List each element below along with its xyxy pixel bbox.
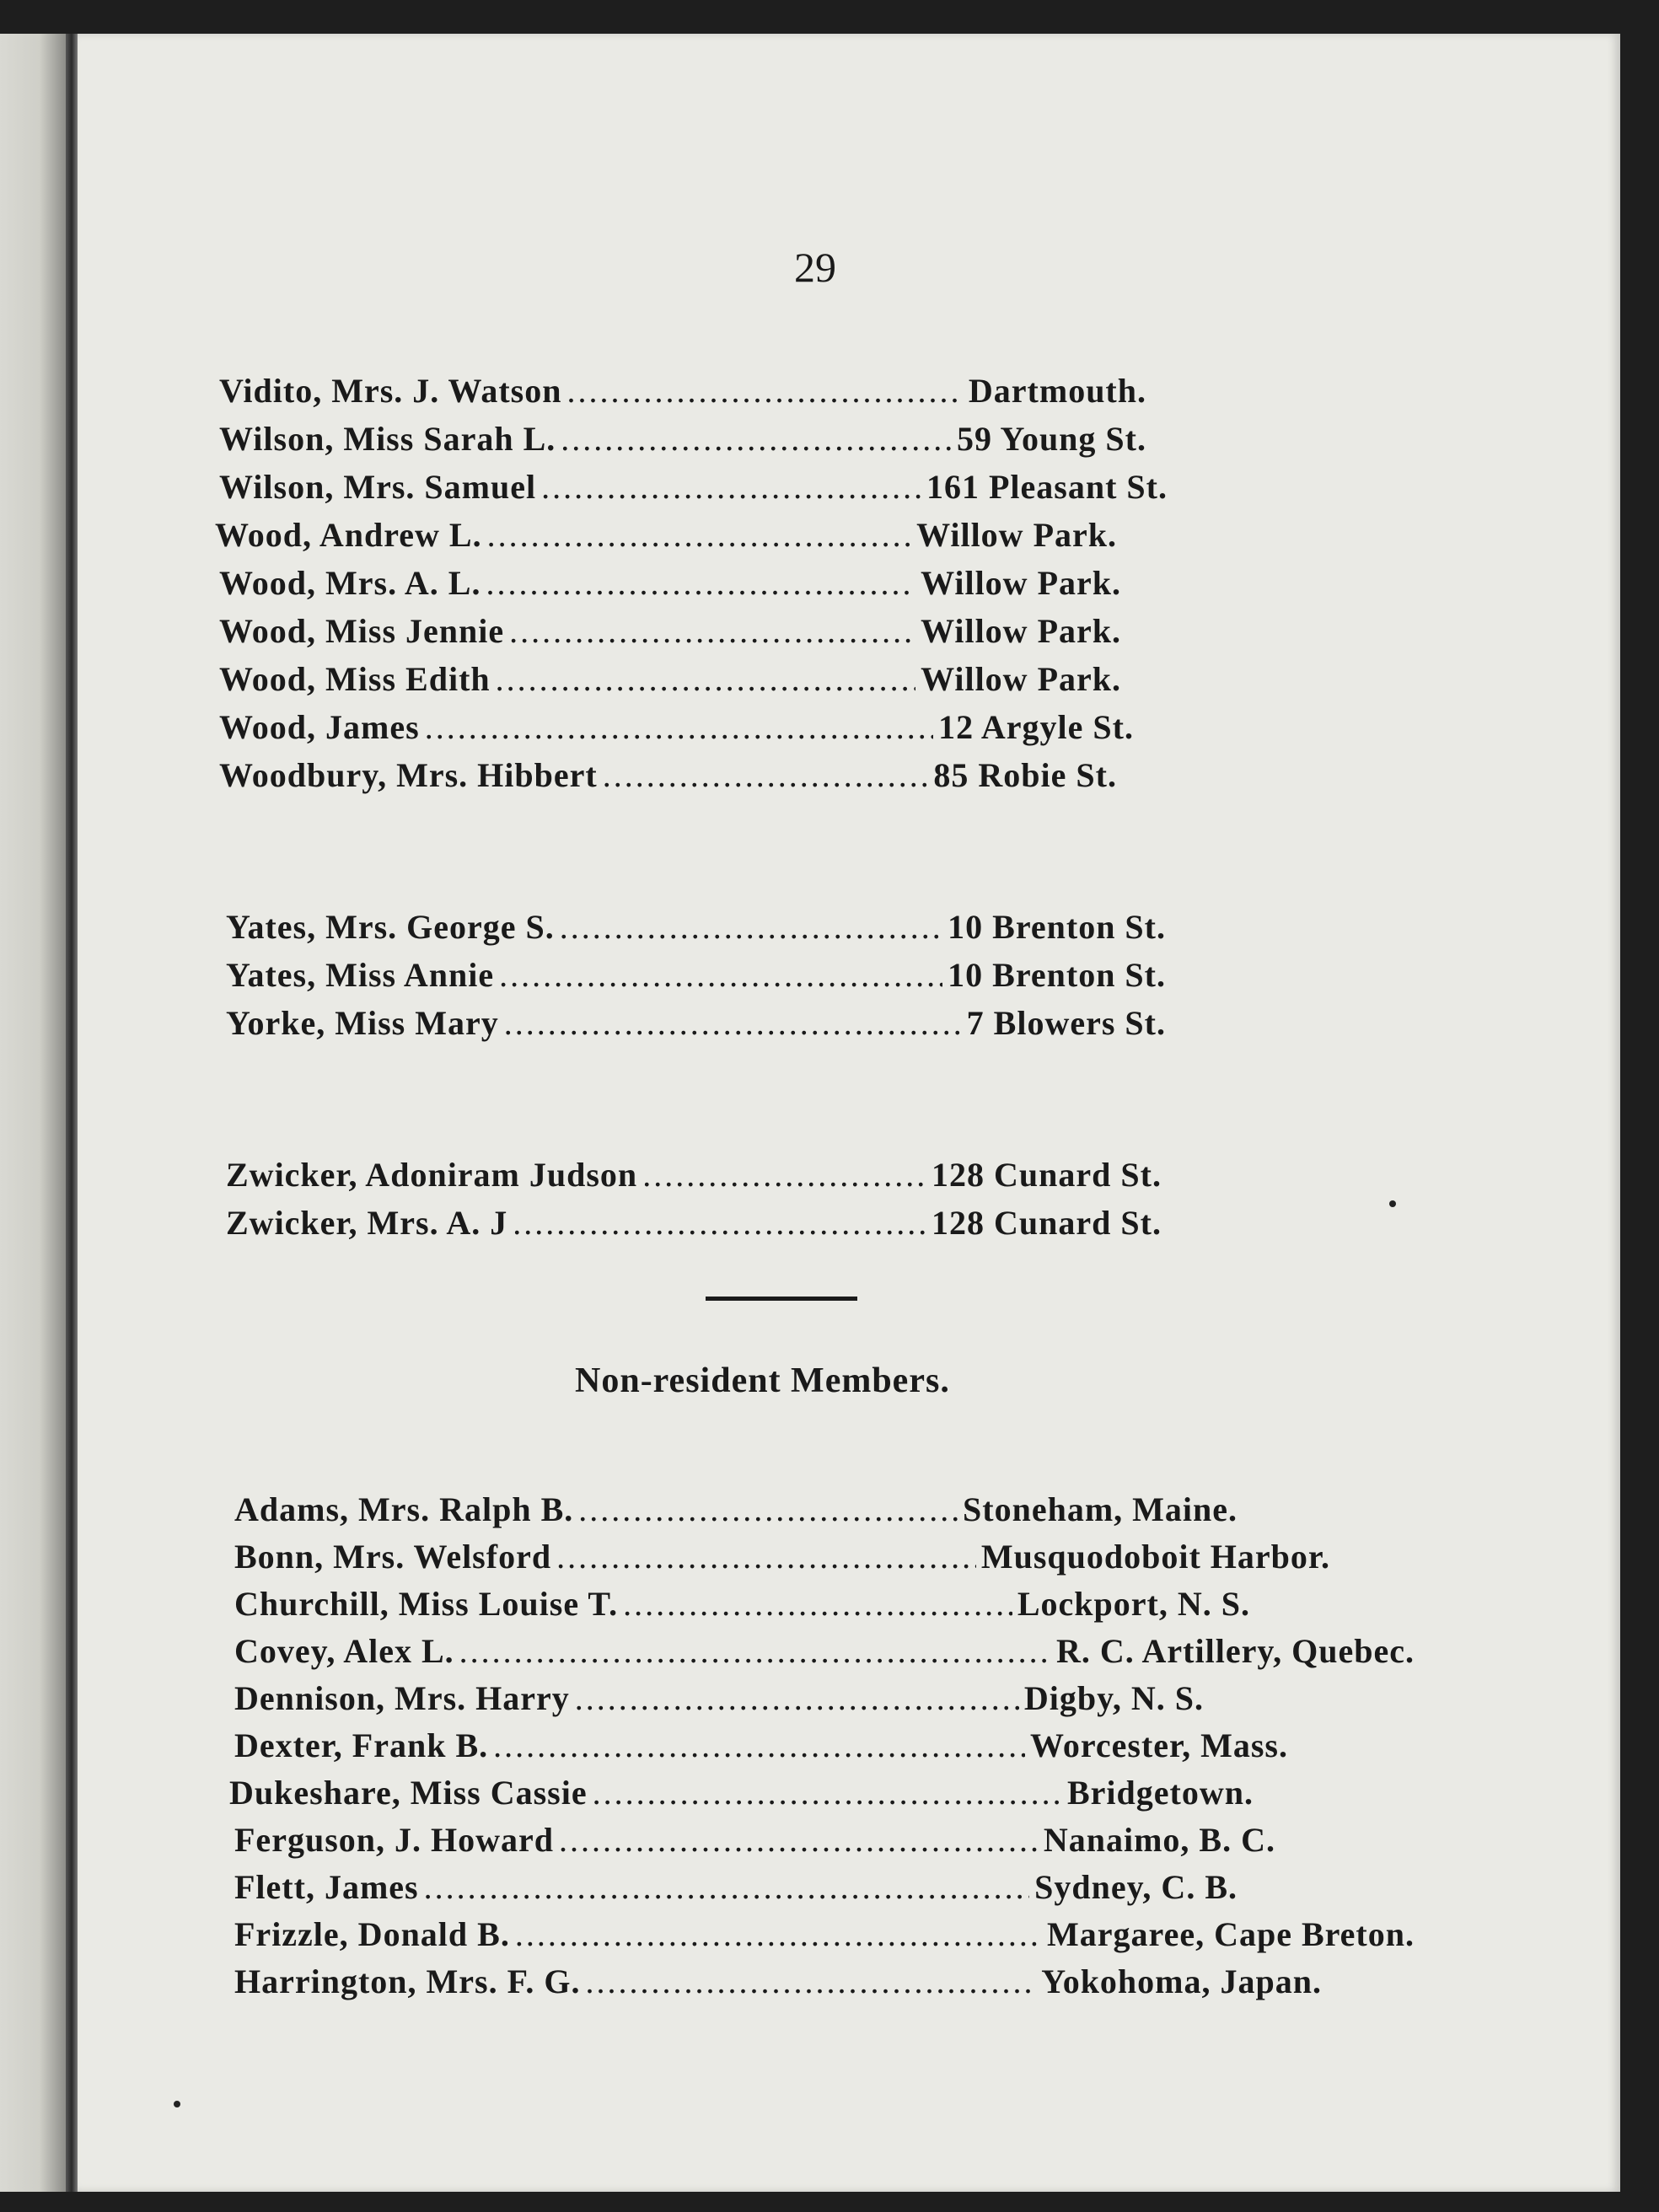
list-item	[234, 1726, 1288, 1765]
dot-leader	[556, 1537, 976, 1576]
section-heading: Non-resident Members.	[575, 1361, 950, 1400]
member-name: Wood, Mrs. A. L.	[219, 564, 481, 602]
member-name: Wood, Miss Edith	[219, 660, 491, 698]
member-name: Bonn, Mrs. Welsford	[234, 1538, 552, 1576]
member-address: Willow Park.	[916, 516, 1117, 554]
member-address: Nanaimo, B. C.	[1043, 1821, 1275, 1859]
member-address: 10 Brenton St.	[948, 956, 1166, 994]
member-address: 12 Argyle St.	[938, 708, 1134, 746]
member-name: Vidito, Mrs. J. Watson	[219, 372, 562, 410]
list-item	[234, 1678, 1204, 1718]
member-address: Digby, N. S.	[1023, 1679, 1204, 1717]
list-item	[234, 1537, 1330, 1576]
dot-leader	[493, 1726, 1025, 1765]
dot-leader	[424, 1867, 1030, 1907]
page-number: 29	[794, 244, 836, 291]
member-name: Zwicker, Mrs. A. J	[226, 1204, 508, 1242]
member-address: Bridgetown.	[1067, 1774, 1254, 1812]
list-item	[234, 1962, 1322, 2001]
member-name: Wood, James	[219, 708, 420, 746]
member-name: Wood, Miss Jennie	[219, 612, 505, 650]
book-spine	[66, 34, 78, 2192]
dot-leader	[515, 1914, 1042, 1954]
member-address: Worcester, Mass.	[1030, 1726, 1288, 1764]
member-name: Covey, Alex L.	[234, 1632, 454, 1670]
member-address: 128 Cunard St.	[932, 1156, 1162, 1194]
ink-speck	[174, 2101, 180, 2107]
member-name: Dexter, Frank B.	[234, 1726, 489, 1764]
list-item	[234, 1584, 1250, 1624]
member-address: Margaree, Cape Breton.	[1047, 1915, 1415, 1953]
dot-leader	[559, 1820, 1039, 1860]
list-item	[229, 1773, 1254, 1812]
member-name: Dukeshare, Miss Cassie	[229, 1774, 588, 1812]
member-name: Zwicker, Adoniram Judson	[226, 1156, 638, 1194]
member-address: Sydney, C. B.	[1034, 1868, 1238, 1906]
member-name: Wilson, Mrs. Samuel	[219, 468, 537, 506]
non-resident-list	[78, 34, 1620, 2192]
dot-leader	[586, 1962, 1037, 2001]
member-name: Frizzle, Donald B.	[234, 1915, 510, 1953]
member-name: Flett, James	[234, 1868, 419, 1906]
list-item	[234, 1820, 1275, 1860]
dot-leader	[593, 1773, 1062, 1812]
ink-speck	[1389, 1200, 1396, 1207]
member-address: Willow Park.	[921, 612, 1121, 650]
member-address: Yokohoma, Japan.	[1041, 1962, 1322, 2000]
list-item	[234, 1867, 1238, 1907]
member-address: 10 Brenton St.	[948, 908, 1166, 946]
member-name: Harrington, Mrs. F. G.	[234, 1962, 581, 2000]
member-address: R. C. Artillery, Quebec.	[1055, 1632, 1415, 1670]
member-address: Willow Park.	[921, 660, 1121, 698]
member-address: Willow Park.	[921, 564, 1121, 602]
member-address: 85 Robie St.	[933, 756, 1117, 794]
book-page	[78, 34, 1620, 2192]
member-address: Musquodoboit Harbor.	[980, 1538, 1330, 1576]
member-name: Dennison, Mrs. Harry	[234, 1679, 570, 1717]
member-address: Lockport, N. S.	[1017, 1585, 1250, 1623]
dot-leader	[575, 1678, 1019, 1718]
dot-leader	[459, 1631, 1051, 1671]
member-name: Adams, Mrs. Ralph B.	[234, 1490, 574, 1528]
facing-page-edge	[0, 34, 66, 2192]
member-address: 161 Pleasant St.	[926, 468, 1168, 506]
list-item	[234, 1914, 1415, 1954]
member-name: Churchill, Miss Louise T.	[234, 1585, 619, 1623]
member-name: Ferguson, J. Howard	[234, 1821, 554, 1859]
list-item	[234, 1631, 1415, 1671]
dot-leader	[623, 1584, 1012, 1624]
member-name: Woodbury, Mrs. Hibbert	[219, 756, 598, 794]
member-name: Yates, Mrs. George S.	[226, 908, 555, 946]
member-address: 7 Blowers St.	[966, 1004, 1166, 1042]
member-name: Yorke, Miss Mary	[226, 1004, 499, 1042]
member-address: 59 Young St.	[956, 420, 1146, 458]
dot-leader	[578, 1490, 958, 1529]
member-address: 128 Cunard St.	[932, 1204, 1162, 1242]
member-name: Yates, Miss Annie	[226, 956, 495, 994]
member-name: Wood, Andrew L.	[215, 516, 482, 554]
list-item	[234, 1490, 1238, 1529]
member-name: Wilson, Miss Sarah L.	[219, 420, 556, 458]
member-address: Dartmouth.	[968, 372, 1146, 410]
member-address: Stoneham, Maine.	[963, 1490, 1238, 1528]
